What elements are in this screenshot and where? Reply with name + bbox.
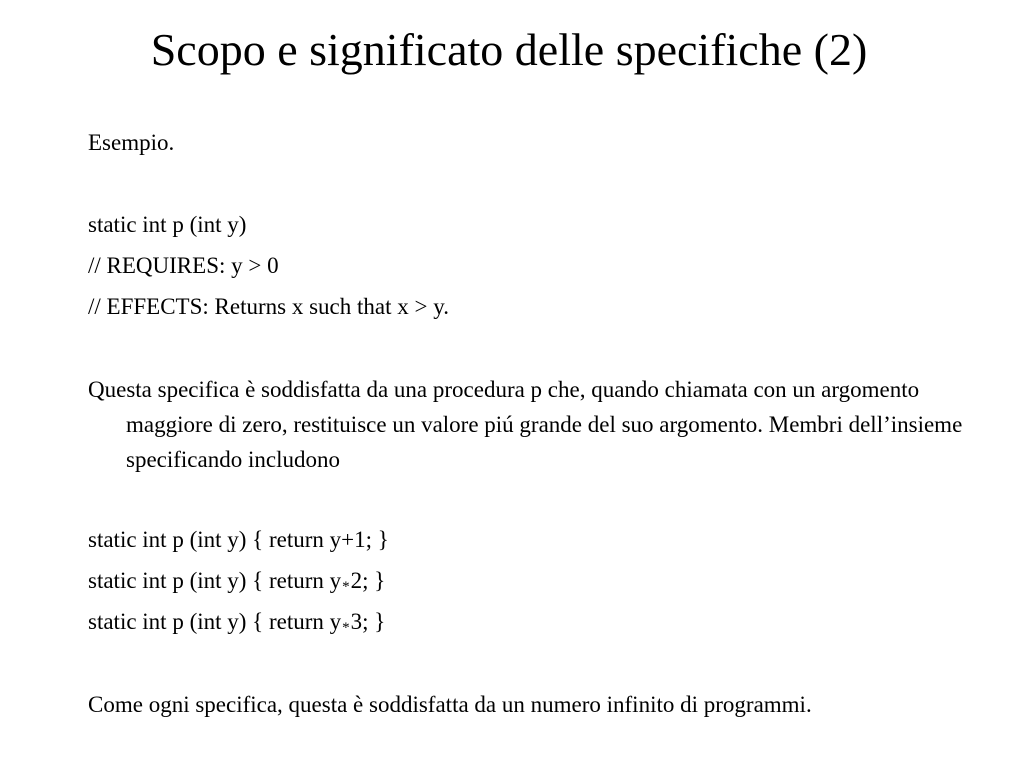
implementation-2-code-end: 2; } — [350, 568, 386, 593]
implementation-1: static int p (int y) { return y+1; } — [88, 527, 389, 552]
explanation-paragraph: Questa specifica è soddisfatta da una procedura p che, quando chiamata con un argomento maggiore di zero, restituisce un valore piú grande del suo argomento. Membri dell’insieme specificando includono — [88, 377, 963, 472]
slide-body — [88, 126, 968, 722]
multiply-operator: * — [342, 620, 350, 636]
conclusion-paragraph: Come ogni specifica, questa è soddisfatta da un numero infinito di programmi. — [88, 692, 812, 717]
spec-effects: // EFFECTS: Returns x such that x > y. — [88, 294, 449, 319]
implementation-3-code-end: 3; } — [350, 609, 386, 634]
multiply-operator: * — [342, 579, 350, 595]
implementation-3-code-start: static int p (int y) { return y — [88, 609, 342, 634]
spacer — [88, 331, 968, 372]
implementation-2-code-start: static int p (int y) { return y — [88, 568, 342, 593]
spec-requires: // REQUIRES: y > 0 — [88, 253, 279, 278]
spacer — [88, 167, 968, 208]
spec-signature: static int p (int y) — [88, 212, 247, 237]
implementation-3 — [88, 605, 968, 646]
spacer — [88, 646, 968, 687]
slide-title: Scopo e significato delle specifiche (2) — [150, 24, 868, 75]
intro-text: Esempio. — [88, 130, 175, 155]
implementation-2 — [88, 564, 968, 605]
